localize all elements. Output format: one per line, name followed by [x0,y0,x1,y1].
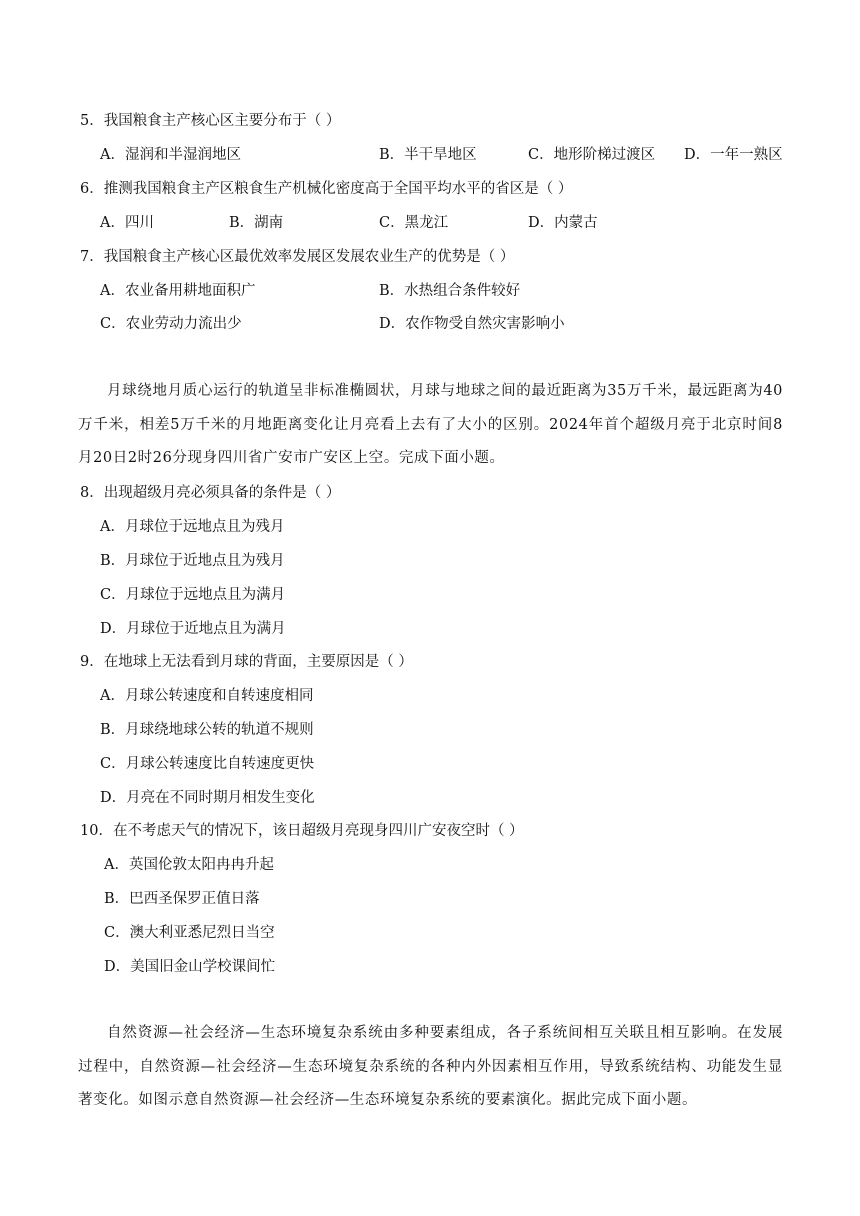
question-7-option-d: D．农作物受自然灾害影响小 [379,316,565,332]
question-6-option-a: A．四川 [100,215,154,231]
question-8-stem: 8．出现超级月亮必须具备的条件是（ ） [80,485,341,501]
question-8-option-a: A．月球位于远地点且为残月 [100,519,285,535]
question-5-stem: 5．我国粮食主产核心区主要分布于（ ） [80,113,341,129]
question-5-option-a: A．湿润和半湿润地区 [100,147,241,163]
question-10-stem: 10．在不考虑天气的情况下，该日超级月亮现身四川广安夜空时（ ） [80,823,524,839]
question-5-option-d: D．一年一熟区 [684,147,783,163]
question-7-option-c: C．农业劳动力流出少 [100,316,242,332]
question-6-option-c: C．黑龙江 [379,215,449,231]
question-9-option-a: A．月球公转速度和自转速度相同 [100,688,314,704]
question-9-option-b: B．月球绕地球公转的轨道不规则 [100,722,314,738]
question-8-option-b: B．月球位于近地点且为残月 [100,553,285,569]
question-7-option-a: A．农业备用耕地面积广 [100,283,256,299]
question-7-option-b: B．水热组合条件较好 [379,283,521,299]
question-8-option-c: C．月球位于远地点且为满月 [100,587,286,603]
question-5-option-c: C．地形阶梯过渡区 [528,147,656,163]
question-6-stem: 6．推测我国粮食主产区粮食生产机械化密度高于全国平均水平的省区是（ ） [80,181,573,197]
question-6-option-d: D．内蒙古 [528,215,598,231]
question-6-option-b: B．湖南 [229,215,284,231]
question-9-stem: 9．在地球上无法看到月球的背面，主要原因是（ ） [80,654,413,670]
question-9-option-c: C．月球公转速度比自转速度更快 [100,756,315,772]
question-5-option-b: B．半干旱地区 [379,147,477,163]
question-10-option-d: D．美国旧金山学校课间忙 [104,959,276,975]
reading-passage-moon: 月球绕地月质心运行的轨道呈非标准椭圆状，月球与地球之间的最近距离为35万千米，最远距离为40万千米，相差5万千米的月地距离变化让月亮看上去有了大小的区别。2024年首个超级月亮于北京时间8月20日2时26分现身四川省广安市广安区上空。完成下面小题。 [78,383,783,467]
question-10-option-b: B．巴西圣保罗正值日落 [104,891,260,907]
question-10-option-c: C．澳大利亚悉尼烈日当空 [104,925,275,941]
question-10-option-a: A．英国伦敦太阳冉冉升起 [104,857,274,873]
question-8-option-d: D．月球位于近地点且为满月 [100,621,286,637]
question-7-stem: 7．我国粮食主产核心区最优效率发展区发展农业生产的优势是（ ） [80,249,515,265]
question-9-option-d: D．月亮在不同时期月相发生变化 [100,790,315,806]
reading-passage-system: 自然资源—社会经济—生态环境复杂系统由多种要素组成，各子系统间相互关联且相互影响。在发展过程中，自然资源—社会经济—生态环境复杂系统的各种内外因素相互作用，导致系统结构、功能发生显著变化。如图示意自然资源—社会经济—生态环境复杂系统的要素演化。据此完成下面小题。 [78,1025,783,1109]
